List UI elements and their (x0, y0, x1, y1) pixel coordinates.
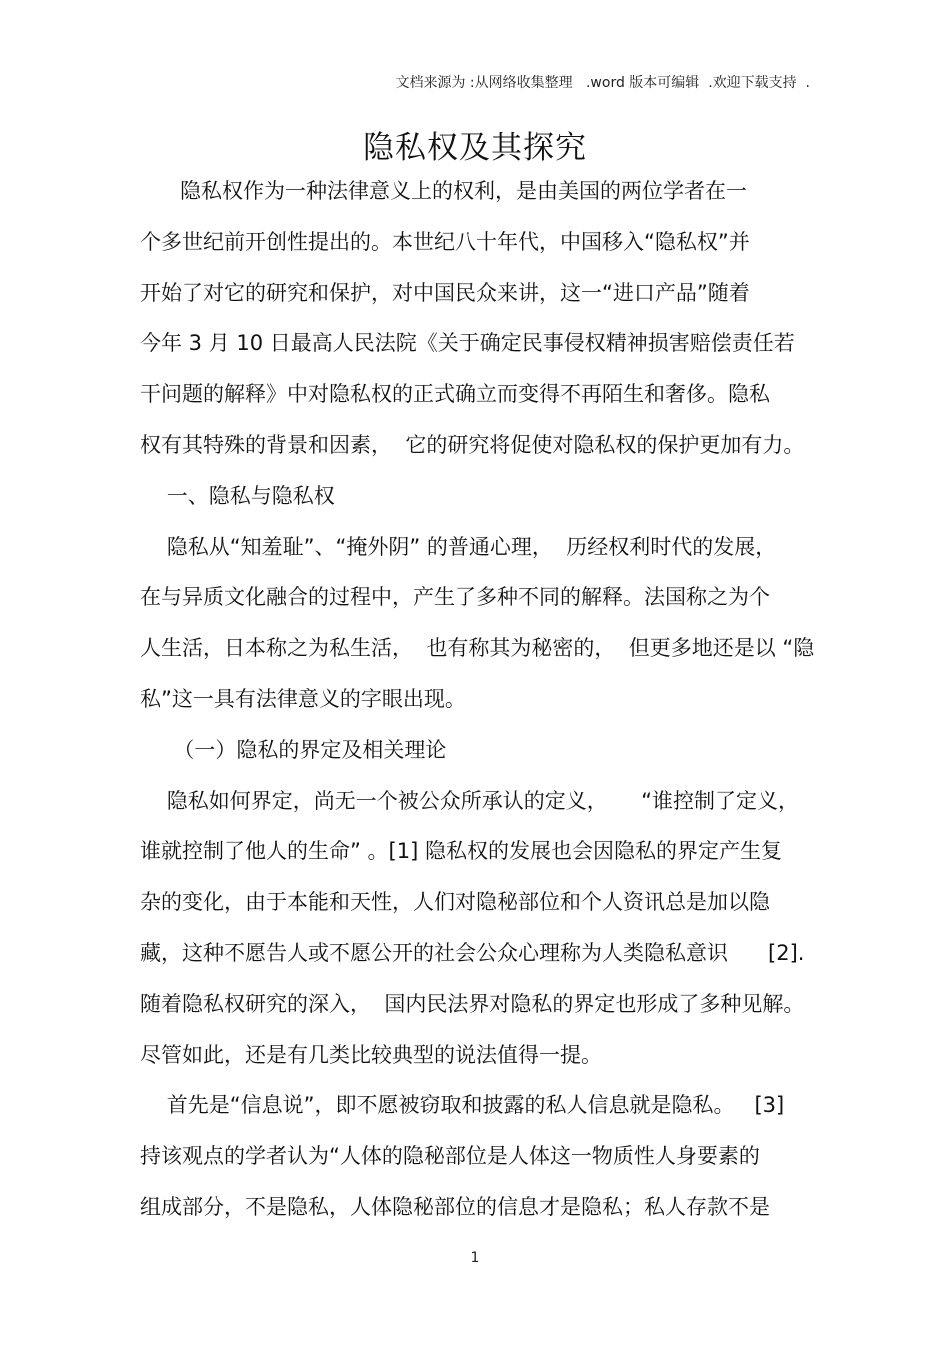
body-line: 隐私权作为一种法律意义上的权利，是由美国的两位学者在一 (140, 179, 748, 203)
body-line: 私”这一具有法律意义的字眼出现。 (140, 686, 466, 711)
header-note: 文档来源为 :从网络收集整理 .word 版本可编辑 .欢迎下载支持 . (395, 75, 810, 91)
body-line: 开始了对它的研究和保护，对中国民众来讲，这一“进口产品”随着 (140, 280, 750, 305)
body-line: 杂的变化，由于本能和天性，人们对隐秘部位和个人资讯总是加以隐 (140, 890, 770, 915)
subsection-heading: （一）隐私的界定及相关理论 (140, 737, 447, 762)
body-line: 个多世纪前开创性提出的。本世纪八十年代，中国移入“隐私权”并 (140, 229, 750, 254)
body-line: 组成部分，不是隐私，人体隐秘部位的信息才是隐私；私人存款不是 (140, 1194, 770, 1219)
body-line: 藏，这种不愿告人或不愿公开的社会公众心理称为人类隐私意识 [2]. (140, 940, 805, 965)
document-title: 隐私权及其探究 (363, 130, 587, 166)
body-line: 权有其特殊的背景和因素， 它的研究将促使对隐私权的保护更加有力。 (140, 432, 805, 457)
body-line: 持该观点的学者认为“人体的隐秘部位是人体这一物质性人身要素的 (140, 1144, 760, 1169)
body-line: 谁就控制了他人的生命” 。[1] 隐私权的发展也会因隐私的界定产生复 (140, 839, 782, 864)
body-line: 隐私从“知羞耻”、“掩外阴” 的普通心理， 历经权利时代的发展， (140, 534, 777, 559)
body-line: 随着隐私权研究的深入， 国内民法界对隐私的界定也形成了多种见解。 (140, 991, 805, 1016)
section-heading: 一、隐私与隐私权 (140, 483, 335, 508)
body-line: 今年 3 月 10 日最高人民法院《关于确定民事侵权精神损害赔偿责任若 (140, 331, 795, 356)
page-number: 1 (470, 1250, 480, 1266)
body-line: 干问题的解释》中对隐私权的正式确立而变得不再陌生和奢侈。隐私 (140, 382, 770, 407)
body-line: 尽管如此，还是有几类比较典型的说法值得一提。 (140, 1042, 602, 1067)
body-line: 隐私如何界定，尚无一个被公众所承认的定义， “谁控制了定义， (140, 788, 799, 813)
document-body (140, 176, 815, 1243)
body-line: 在与异质文化融合的过程中，产生了多种不同的解释。法国称之为个 (140, 585, 770, 610)
body-line: 首先是“信息说”，即不愿被窃取和披露的私人信息就是隐私。 [3] (140, 1093, 785, 1118)
body-line: 人生活，日本称之为私生活， 也有称其为秘密的， 但更多地还是以 “隐 (140, 636, 815, 661)
